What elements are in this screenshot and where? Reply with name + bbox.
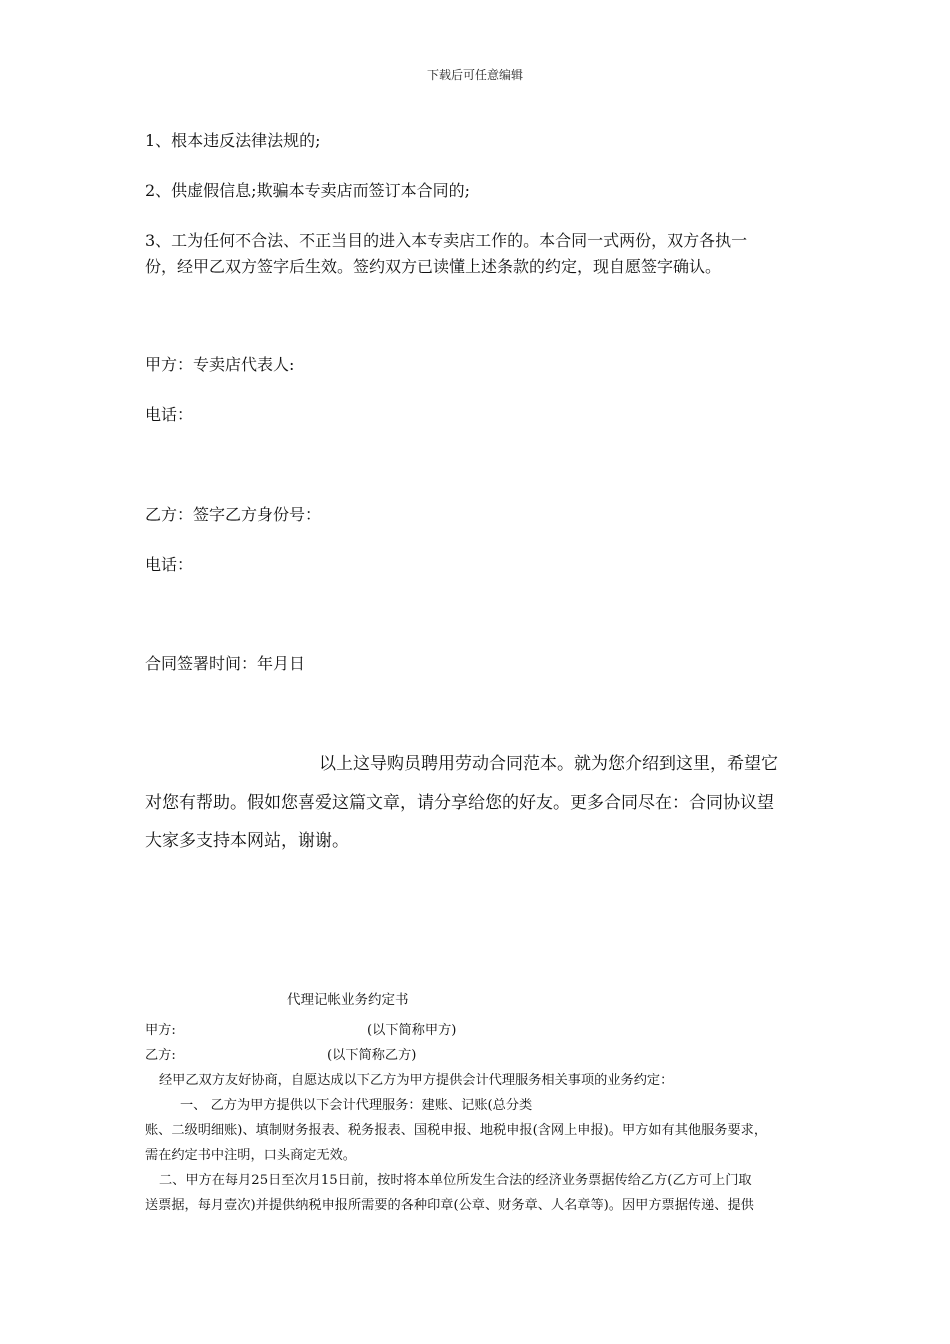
party-a-phone: 电话： <box>145 405 194 424</box>
closing-line-2: 对您有帮助。假如您喜爱这篇文章，请分享给您的好友。更多合同尽在：合同协议望 <box>145 793 774 813</box>
agreement-item-2-line-1: 二、甲方在每月25日至次月15日前，按时将本单位所发生合法的经济业务票据传给乙方(乙方可上门取 <box>159 1173 752 1188</box>
party-a-signature: 甲方：专卖店代表人: <box>145 355 295 374</box>
closing-line-1: 以上这导购员聘用劳动合同范本。就为您介绍到这里，希望它 <box>319 754 778 774</box>
page-header: 下载后可任意编辑 <box>426 68 523 82</box>
clause-3-line-1: 3、工为任何不合法、不正当目的进入本专卖店工作的。本合同一式两份，双方各执一 <box>145 231 748 250</box>
closing-line-3: 大家多支持本网站，谢谢。 <box>145 831 349 851</box>
agreement-item-1-line-3: 需在约定书中注明，口头商定无效。 <box>145 1148 356 1163</box>
agreement-intro: 经甲乙双方友好协商，自愿达成以下乙方为甲方提供会计代理服务相关事项的业务约定： <box>159 1073 674 1088</box>
clause-3-line-2: 份，经甲乙双方签字后生效。签约双方已读懂上述条款的约定，现自愿签字确认。 <box>145 257 722 276</box>
party-b-phone: 电话： <box>145 555 194 574</box>
agreement-party-b-note: (以下简称乙方) <box>327 1048 417 1063</box>
agreement-item-1-line-2: 账、二级明细账)、填制财务报表、税务报表、国税申报、地税申报(含网上申报)。甲方如有其他服务要求， <box>145 1123 768 1138</box>
party-b-signature: 乙方：签字乙方身份号： <box>145 505 322 524</box>
agreement-party-a-note: (以下简称甲方) <box>367 1023 457 1038</box>
agreement-title: 代理记帐业务约定书 <box>287 992 409 1008</box>
agreement-party-a-label: 甲方: <box>145 1023 176 1038</box>
clause-1: 1、根本违反法律法规的; <box>145 131 321 150</box>
agreement-party-b-label: 乙方: <box>145 1048 176 1063</box>
agreement-item-2-line-2: 送票据，每月壹次)并提供纳税申报所需要的各种印章(公章、财务章、人名章等)。因甲方票据传递、提供 <box>145 1198 754 1213</box>
contract-sign-date: 合同签署时间：年月日 <box>145 654 306 673</box>
clause-2: 2、供虚假信息;欺骗本专卖店而签订本合同的; <box>145 181 470 200</box>
agreement-item-1-line-1: 一、 乙方为甲方提供以下会计代理服务：建账、记账(总分类 <box>180 1098 533 1113</box>
